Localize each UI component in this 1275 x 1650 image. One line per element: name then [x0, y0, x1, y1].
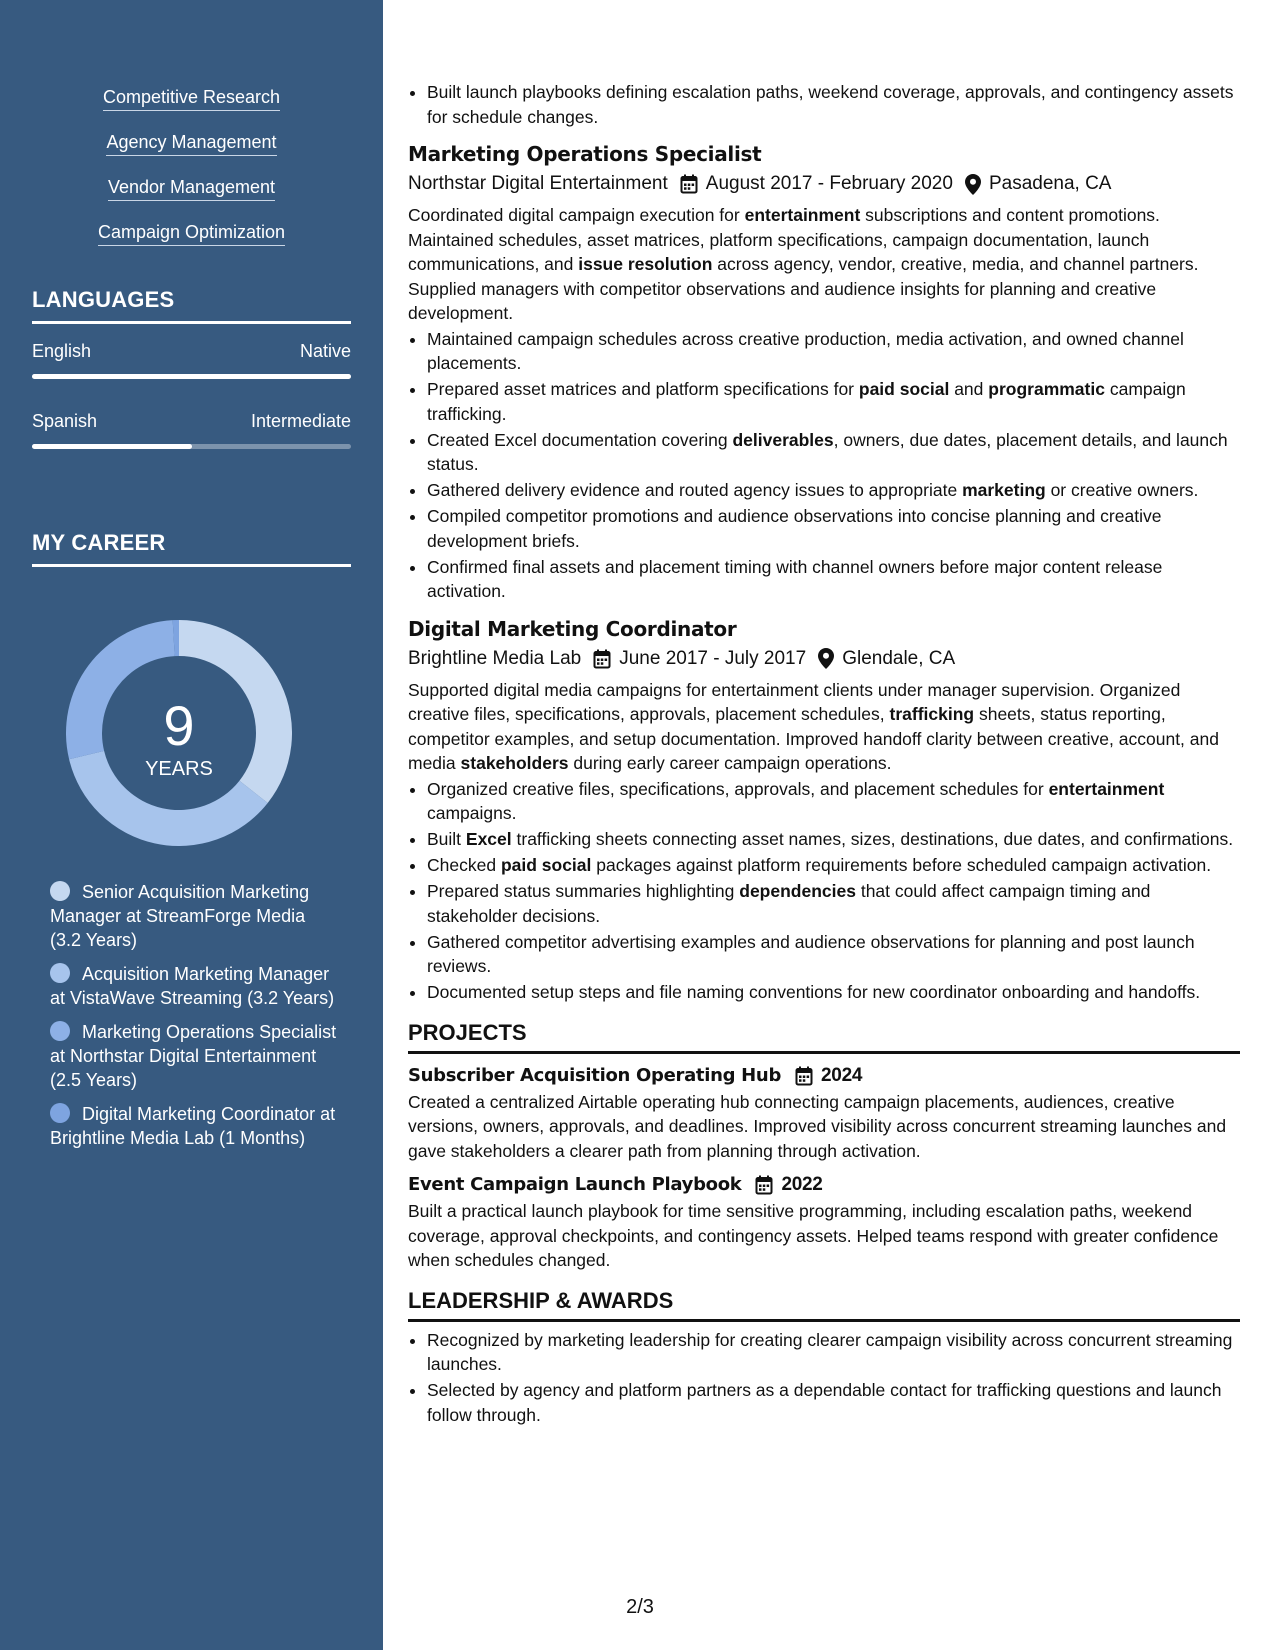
- job-company: Brightline Media Lab: [408, 647, 582, 669]
- map-pin-icon: [965, 174, 981, 195]
- project-entry: [408, 1062, 1240, 1164]
- career-legend-item: [50, 962, 340, 1010]
- job-meta: [408, 169, 1240, 199]
- job-title: Digital Marketing Coordinator: [408, 616, 737, 641]
- language-level: Intermediate: [250, 411, 351, 431]
- skill-item: Agency Management: [106, 131, 276, 156]
- awards-heading: LEADERSHIP & AWARDS: [408, 1287, 1240, 1322]
- project-year: 2024: [821, 1064, 863, 1086]
- bullet-item: • Prepared asset matrices and platform specifications for paid social and programmatic campaign trafficking.: [427, 377, 1240, 426]
- calendar-icon: [593, 649, 611, 669]
- legend-dot-icon: [50, 1103, 70, 1123]
- sidebar: [0, 0, 383, 1650]
- projects-heading: PROJECTS: [408, 1019, 1240, 1054]
- project-header: [408, 1171, 1240, 1199]
- bullet-item: • Confirmed final assets and placement timing with channel owners before major content release activation.: [427, 555, 1240, 604]
- main-content: [408, 80, 1240, 1429]
- bullet-item: • Prepared status summaries highlighting dependencies that could affect campaign timing and stakeholder decisions.: [427, 879, 1240, 928]
- bullet-item: • Compiled competitor promotions and audience observations into concise planning and creative development briefs.: [427, 504, 1240, 553]
- experience-list: [408, 139, 1240, 1005]
- job-meta: [408, 644, 1240, 674]
- career-legend-text: Digital Marketing Coordinator at Brightline Media Lab (1 Months): [50, 1104, 336, 1148]
- award-item: • Selected by agency and platform partners as a dependable contact for trafficking questions and launch follow through.: [427, 1378, 1240, 1427]
- career-legend-item: [50, 1020, 340, 1092]
- bullet-item: • Gathered competitor advertising examples and audience observations for planning and post launch reviews.: [427, 930, 1240, 979]
- bullet-item: • Gathered delivery evidence and routed agency issues to appropriate marketing or creative owners.: [427, 478, 1240, 503]
- bullet-item: • Created Excel documentation covering deliverables, owners, due dates, placement details, and launch status.: [427, 428, 1240, 477]
- job-location: Pasadena, CA: [988, 173, 1112, 194]
- language-spanish: [32, 410, 351, 449]
- language-english: [32, 340, 351, 379]
- career-legend-text: Marketing Operations Specialist at Northstar Digital Entertainment (2.5 Years): [50, 1022, 337, 1090]
- bullet-item: • Built launch playbooks defining escalation paths, weekend coverage, approvals, and contingency assets for schedule changes.: [427, 80, 1240, 129]
- projects-list: [408, 1062, 1240, 1273]
- award-item: • Recognized by marketing leadership for creating clearer campaign visibility across concurrent streaming launches.: [427, 1328, 1240, 1377]
- project-title: Event Campaign Launch Playbook: [408, 1174, 742, 1195]
- skill-item: Campaign Optimization: [98, 221, 285, 246]
- map-pin-icon: [818, 648, 834, 669]
- career-total: 9: [163, 694, 195, 757]
- career-legend-text: Senior Acquisition Marketing Manager at StreamForge Media (3.2 Years): [50, 882, 310, 950]
- career-legend: [50, 880, 340, 1160]
- project-entry: [408, 1171, 1240, 1273]
- project-description: Created a centralized Airtable operating hub connecting campaign placements, audiences, creative versions, owners, approvals, and deadlines. Improved visibility across concurrent streaming launches and gave stakeholders a clearer path from planning through activation.: [408, 1091, 1227, 1161]
- job-title: Marketing Operations Specialist: [408, 142, 762, 166]
- calendar-icon: [755, 1175, 773, 1195]
- bullet-item: • Organized creative files, specifications, approvals, and placement schedules for entertainment campaigns.: [427, 777, 1240, 826]
- awards-list: [408, 1328, 1240, 1428]
- career-donut-chart: [66, 620, 292, 846]
- project-header: [408, 1062, 1240, 1090]
- career-legend-item: [50, 880, 340, 952]
- career-heading: MY CAREER: [32, 530, 351, 567]
- language-bar: [32, 374, 351, 379]
- languages-heading: LANGUAGES: [32, 287, 351, 324]
- bullet-item: • Checked paid social packages against platform requirements before scheduled campaign activation.: [427, 853, 1240, 878]
- page-number: 2/3: [626, 1596, 654, 1618]
- legend-dot-icon: [50, 881, 70, 901]
- language-bar-fill: [32, 444, 192, 449]
- job-company: Northstar Digital Entertainment: [408, 173, 668, 194]
- language-level: Native: [299, 341, 351, 361]
- donut-segment-2: [66, 620, 175, 759]
- lead-bullets: [408, 80, 1240, 129]
- job-dates: June 2017 - July 2017: [619, 647, 807, 669]
- legend-dot-icon: [50, 1021, 70, 1041]
- job-location: Glendale, CA: [842, 647, 956, 669]
- job-bullets: [408, 327, 1240, 604]
- job-dates: August 2017 - February 2020: [705, 173, 953, 194]
- project-year: 2022: [781, 1174, 823, 1195]
- career-legend-text: Acquisition Marketing Manager at VistaWave Streaming (3.2 Years): [50, 964, 335, 1008]
- language-name: Spanish: [32, 411, 98, 431]
- job-description: Coordinated digital campaign execution for entertainment subscriptions and content promotions. Maintained schedules, asset matrices, platform specifications, campaign documentation, launch communications, and issue resolution across agency, vendor, creative, media, and channel partners. Supplied managers with competitor observations and audience insights for planning and creative development.: [408, 205, 1199, 323]
- bullet-item: • Documented setup steps and file naming conventions for new coordinator onboarding and handoffs.: [427, 980, 1240, 1005]
- legend-dot-icon: [50, 963, 70, 983]
- skill-item: Competitive Research: [103, 86, 280, 111]
- job-entry: [408, 139, 1240, 604]
- job-bullets: [408, 777, 1240, 1005]
- skills-list: [0, 86, 383, 266]
- skill-item: Vendor Management: [108, 176, 275, 201]
- calendar-icon: [795, 1066, 813, 1086]
- job-entry: [408, 614, 1240, 1005]
- job-description: Supported digital media campaigns for entertainment clients under manager supervision. Organized creative files, specifications, approvals, placement schedules, trafficking sheets, status reporting, competitor examples, and setup documentation. Improved handoff clarity between creative, account, and media stakeholders during early career campaign operations.: [408, 679, 1219, 773]
- bullet-item: • Maintained campaign schedules across creative production, media activation, and owned channel placements.: [427, 327, 1240, 376]
- language-bar: [32, 444, 351, 449]
- career-unit: YEARS: [145, 758, 213, 780]
- career-legend-item: [50, 1102, 340, 1150]
- bullet-item: • Built Excel trafficking sheets connecting asset names, sizes, destinations, due dates, and confirmations.: [427, 827, 1240, 852]
- language-bar-fill: [32, 374, 351, 379]
- project-title: Subscriber Acquisition Operating Hub: [408, 1064, 782, 1086]
- language-name: English: [32, 341, 92, 361]
- project-description: Built a practical launch playbook for time sensitive programming, including escalation paths, weekend coverage, approval checkpoints, and contingency assets. Helped teams respond with greater confidence when schedules changed.: [408, 1201, 1219, 1270]
- calendar-icon: [680, 174, 698, 194]
